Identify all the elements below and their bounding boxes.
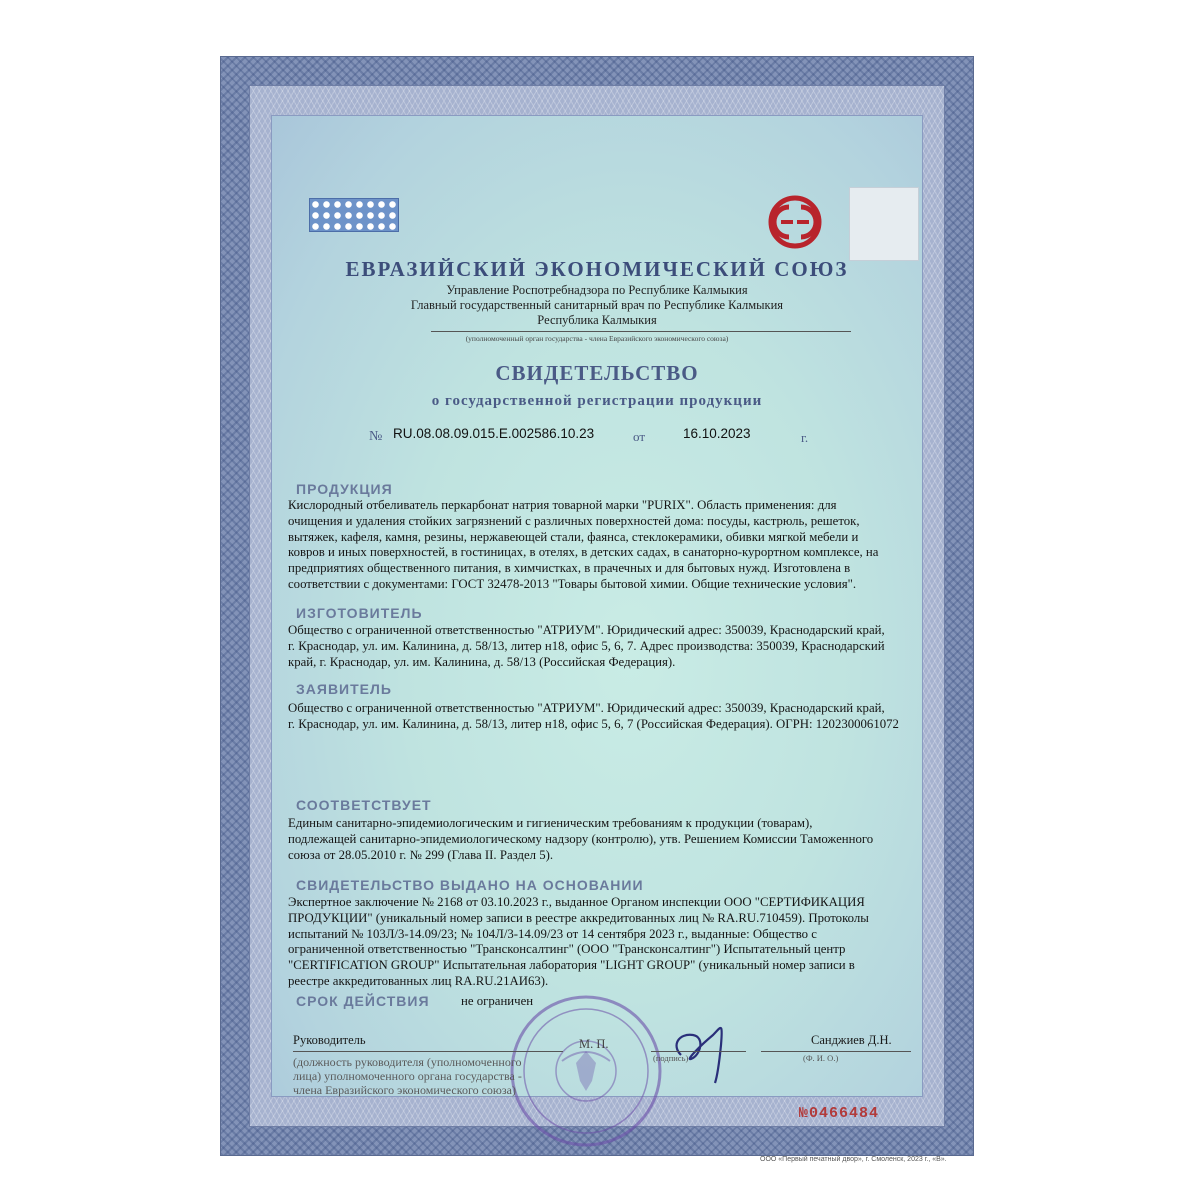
text-line: испытаний № 103Л/3-14.09/23; № 104Л/3-14.09/23 от 14 сентября 2023 г., выданные: Общество с xyxy=(288,926,817,941)
authority-underline xyxy=(431,331,851,332)
blank-box xyxy=(849,187,919,261)
printer-credit: ООО «Первый печатный двор», г. Смоленск, 2023 г., «В». xyxy=(760,1156,947,1163)
text-line: ковров и иных поверхностей, в гостиницах, в отелях, в детских садах, в санаторно-курортном комплексе, на xyxy=(288,545,879,560)
year-suffix: г. xyxy=(801,430,809,445)
hologram-strip xyxy=(309,198,399,232)
text-line: предприятиях общественного питания, в химчистках, в прачечных и для бытовых нужд. Изготовлена в xyxy=(288,561,851,576)
manufacturer-text xyxy=(288,623,948,670)
signer-role: Руководитель xyxy=(293,1033,366,1047)
authority-line: Республика Калмыкия xyxy=(537,313,657,327)
text-line: реестре аккредитованных лиц RA.RU.21АИ63). xyxy=(288,973,549,988)
text-line: край, г. Краснодар, ул. им. Калинина, д. 58/13 (Российская Федерация). xyxy=(288,654,676,669)
authority-line: Главный государственный санитарный врач по Республике Калмыкия xyxy=(410,298,784,312)
certificate-sheet xyxy=(220,56,974,1156)
date-label: от xyxy=(633,429,646,444)
authority-caption: (уполномоченный орган государства - члена Евразийского экономического союза) xyxy=(465,334,729,343)
text-line: "CERTIFICATION GROUP" Испытательная лаборатория "LIGHT GROUP" (уникальный номер записи в xyxy=(288,958,855,973)
name-caption: (Ф. И. О.) xyxy=(803,1053,839,1063)
text-line: ПРОДУКЦИИ" (уникальный номер записи в реестре аккредитованных лиц № RA.RU.710459). Протоколы xyxy=(288,910,869,925)
signature-icon xyxy=(661,1015,751,1085)
stamp-place-label: М. П. xyxy=(579,1037,609,1051)
text-line: соответствии с документами: ГОСТ 32478-2013 "Товары бытовой химии. Общие технические условия". xyxy=(288,576,857,591)
product-text xyxy=(288,498,948,593)
certificate-date: 16.10.2023 xyxy=(683,426,751,441)
text-line: г. Краснодар, ул. им. Калинина, д. 58/13, литер н18, офис 5, 6, 7. Адрес производства: 350039, Краснодарский xyxy=(288,638,885,653)
union-title: ЕВРАЗИЙСКИЙ ЭКОНОМИЧЕСКИЙ СОЮЗ xyxy=(345,257,849,281)
text-line: вытяжек, кафеля, камня, резины, нержавеющей стали, фаянса, стеклокерамики, обивки мягкой мебели и xyxy=(288,529,859,544)
caption-line: (должность руководителя (уполномоченного xyxy=(293,1055,522,1069)
section-title-manufacturer: ИЗГОТОВИТЕЛЬ xyxy=(296,605,423,621)
text-line: Кислородный отбеливатель перкарбонат натрия товарной марки "PURIX". Область применения: для xyxy=(288,498,837,512)
section-title-product: ПРОДУКЦИЯ xyxy=(296,481,393,497)
certificate-title: СВИДЕТЕЛЬСТВО xyxy=(495,361,699,385)
text-line: очищения и удаления стойких загрязнений с различных поверхностей дома: посуды, кастрюль, решеток, xyxy=(288,513,860,528)
section-title-basis: СВИДЕТЕЛЬСТВО ВЫДАНО НА ОСНОВАНИИ xyxy=(296,877,644,893)
basis-text xyxy=(288,895,948,990)
section-title-validity: СРОК ДЕЙСТВИЯ xyxy=(296,993,430,1009)
validity-value: не ограничен xyxy=(461,994,534,1008)
eac-emblem-icon xyxy=(759,195,831,249)
text-line: Общество с ограниченной ответственностью "АТРИУМ". Юридический адрес: 350039, Краснодарский край, xyxy=(288,623,885,637)
text-line: союза от 28.05.2010 г. № 299 (Глава II. Раздел 5). xyxy=(288,847,554,862)
section-title-conformity: СООТВЕТСТВУЕТ xyxy=(296,797,432,813)
authority-line: Управление Роспотребнадзора по Республике Калмыкия xyxy=(446,283,748,297)
text-line: ограниченной ответственностью "Трансконсалтинг" (ООО "Трансконсалтинг") Испытательный центр xyxy=(288,942,846,957)
conformity-text xyxy=(288,816,948,863)
text-line: Единым санитарно-эпидемиологическим и гигиеническим требованиям к продукции (товарам), xyxy=(288,816,813,830)
caption-line: лица) уполномоченного органа государства - xyxy=(293,1069,522,1083)
text-line: Экспертное заключение № 2168 от 03.10.2023 г., выданное Органом инспекции ООО "СЕРТИФИКАЦИЯ xyxy=(288,895,865,909)
sign-caption: (подпись) xyxy=(653,1053,689,1063)
signature-line xyxy=(651,1051,746,1052)
signature-line xyxy=(293,1051,563,1052)
position-caption xyxy=(293,1055,593,1097)
caption-line: члена Евразийского экономического союза) xyxy=(293,1083,516,1097)
applicant-text xyxy=(288,701,948,733)
certificate-subtitle: о государственной регистрации продукции xyxy=(431,393,763,409)
signer-name: Санджиев Д.Н. xyxy=(811,1033,892,1047)
signature-line xyxy=(761,1051,911,1052)
certificate-number: RU.08.08.09.015.E.002586.10.23 xyxy=(393,426,595,441)
section-title-applicant: ЗАЯВИТЕЛЬ xyxy=(296,681,392,697)
number-label: № xyxy=(369,429,383,444)
text-line: г. Краснодар, ул. им. Калинина, д. 58/13, литер н18, офис 5, 6, 7 (Российская Федерация). ОГРН: 1202300061072 xyxy=(288,716,899,731)
serial-number: №0466484 xyxy=(799,1105,880,1122)
text-line: Общество с ограниченной ответственностью "АТРИУМ". Юридический адрес: 350039, Краснодарский край, xyxy=(288,701,885,715)
text-line: подлежащей санитарно-эпидемиологическому надзору (контролю), утв. Решением Комиссии Таможенного xyxy=(288,831,874,846)
